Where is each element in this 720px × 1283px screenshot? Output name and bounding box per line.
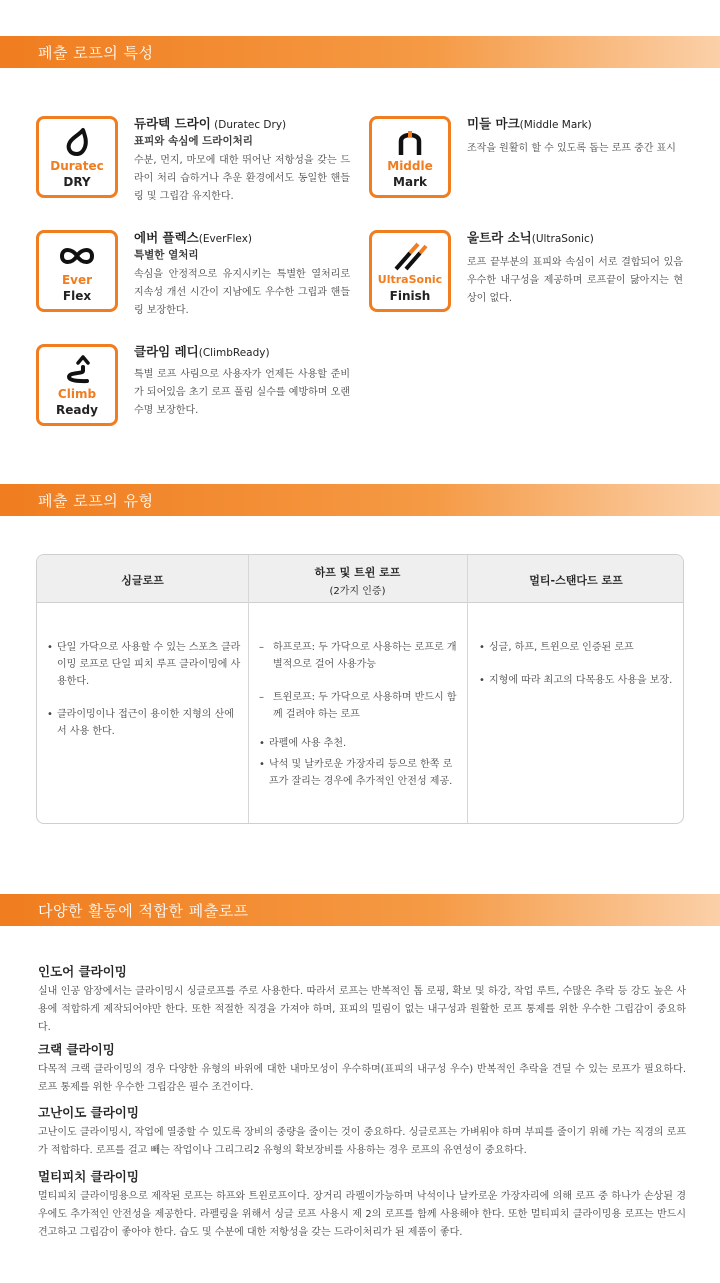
- list-item: • 단일 가닥으로 사용할 수 있는 스포츠 클라이밍 로프로 단일 피치 루프 클라이밍에 사용한다.: [47, 642, 241, 687]
- activity-title: 크랙 클라이밍: [38, 1042, 115, 1057]
- badge-line1: UltraSonic: [377, 273, 443, 286]
- feature-description: 수분, 먼지, 마모에 대한 뛰어난 저항성을 갖는 드라이 처리 습하거나 추운 환경에서도 동일한 핸들링 및 그립감 유지한다.: [134, 155, 350, 202]
- feature-subtitle: 특별한 열처리: [134, 249, 199, 261]
- ultrasonic-badge: [369, 230, 451, 312]
- list-item: • 싱글, 하프, 트윈으로 인증된 로프: [479, 642, 634, 653]
- header-multi-standard-rope: 멀티-스탠다드 로프: [529, 574, 623, 587]
- middle-mark-badge: [369, 116, 451, 198]
- everflex-badge: [36, 230, 118, 312]
- features-section-title: 페출 로프의 특성: [38, 44, 154, 62]
- half-twin-rope-cell: [259, 603, 459, 824]
- infinity-icon: [57, 241, 97, 271]
- climb-ready-icon: [61, 355, 93, 385]
- rope-type-table: [36, 554, 684, 824]
- activity-title: 인도어 클라이밍: [38, 964, 127, 979]
- activity-description: 멀티피치 클라이밍용으로 제작된 로프는 하프와 트윈로프이다. 장거리 라펠이가능하며 낙석이나 날카로운 가장자리에 의해 로프 중 하나가 손상된 경우에도 추가적인 안전성을 제공한다. 라펠링을 위해서 싱글 로프 사용시 제 2의 로프를 함께 사용해야 한다. 또한 멀티피치 클라이밍용 로프는 반드시 견고하고 그립감이 좋아야 한다. 습도 및 수분에 대한 저항성을 갖는 드라이처리가 된 제품이 좋다.: [38, 1191, 686, 1238]
- feature-ultrasonic: [369, 230, 699, 320]
- badge-line1: Middle: [387, 159, 433, 173]
- feature-title: 클라임 레디(ClimbReady): [134, 344, 270, 359]
- badge-line2: Finish: [389, 289, 431, 303]
- feature-title: 에버 플렉스(EverFlex): [134, 230, 252, 245]
- badge-line1: Duratec: [50, 159, 104, 173]
- header-single-rope: 싱글로프: [121, 574, 164, 587]
- feature-everflex: [36, 230, 366, 320]
- feature-subtitle: 표피와 속심에 드라이처리: [134, 135, 253, 147]
- feature-description: 특별 로프 사림으로 사용자가 언제든 사용할 준비가 되어있음 초기 로프 풀림 실수를 예방하며 오랜 수명 보장한다.: [134, 369, 350, 416]
- features-banner: [0, 36, 720, 68]
- types-section-title: 페출 로프의 유형: [38, 492, 154, 510]
- badge-line2: Flex: [62, 289, 92, 303]
- feature-title: 울트라 소닉(UltraSonic): [467, 230, 594, 245]
- header-half-twin-rope: 하프 및 트윈 로프 (2가지 인증): [314, 566, 401, 597]
- climbready-badge: [36, 344, 118, 426]
- feature-middle-mark: [369, 116, 699, 206]
- badge-line2: Ready: [56, 403, 98, 417]
- feature-description: 로프 끝부분의 표피와 속심이 서로 결합되어 있음 우수한 내구성을 제공하며 로프끝이 닳아지는 현상이 없다.: [467, 257, 683, 304]
- duratec-dry-badge: [36, 116, 118, 198]
- types-banner: [0, 484, 720, 516]
- single-rope-cell: [47, 603, 243, 824]
- activity-title: 멀티피치 클라이밍: [38, 1169, 139, 1184]
- list-item: • 클라이밍이나 접근이 용이한 지형의 산에서 사용 한다.: [47, 709, 234, 737]
- badge-line1: Ever: [61, 273, 93, 287]
- activity-description: 고난이도 클라이밍시, 작업에 열중할 수 있도록 장비의 중량을 줄이는 것이 중요하다. 싱글로프는 가벼워야 하며 부피를 줄이기 위해 가는 직경의 로프가 적합하다. 로프를 걸고 빼는 작업이나 그리그리2 유형의 확보장비를 사용하는 경우 로프의 유연성이 중요하다.: [38, 1127, 686, 1156]
- list-item: – 하프로프: 두 가닥으로 사용하는 로프로 개별적으로 걸어 사용가능: [259, 642, 457, 670]
- ultrasonic-icon: [392, 241, 428, 271]
- activity-description: 다목적 크랙 클라이밍의 경우 다양한 유형의 바위에 대한 내마모성이 우수하며(표피의 내구성 우수) 반복적인 추락을 견딜 수 있는 로프가 필요하다. 로프 통제를 위한 우수한 그립감은 필수 조건이다.: [38, 1064, 686, 1093]
- activity-indoor-climbing: [38, 962, 686, 1037]
- activity-title: 고난이도 클라이밍: [38, 1105, 139, 1120]
- feature-duratec-dry: [36, 116, 366, 206]
- middle-mark-icon: [394, 127, 426, 157]
- activities-section-title: 다양한 활동에 적합한 페출로프: [38, 902, 249, 920]
- feature-title: 미들 마크(Middle Mark): [467, 116, 592, 131]
- feature-description: 조작을 원활히 할 수 있도록 돕는 로프 중간 표시: [467, 143, 676, 154]
- list-item: – 트윈로프: 두 가닥으로 사용하며 반드시 함께 걸려야 하는 로프: [259, 692, 457, 720]
- multi-standard-rope-cell: [479, 603, 675, 824]
- list-item: • 라펠에 사용 추천.: [259, 738, 347, 749]
- drop-icon: [61, 127, 93, 157]
- activity-high-difficulty-climbing: [38, 1103, 686, 1160]
- activity-multipitch-climbing: [38, 1167, 686, 1242]
- badge-line2: Mark: [393, 175, 427, 189]
- feature-title: 듀라텍 드라이 (Duratec Dry): [134, 116, 287, 131]
- list-item: • 지형에 따라 최고의 다목용도 사용을 보장.: [479, 675, 673, 686]
- activities-banner: [0, 894, 720, 926]
- feature-description: 속심을 안정적으로 유지시키는 특별한 열처리로 지속성 개선 시간이 지남에도 우수한 그립과 핸들링 보장한다.: [134, 269, 350, 316]
- badge-line1: Climb: [57, 387, 97, 401]
- activity-description: 실내 인공 암장에서는 클라이밍시 싱글로프를 주로 사용한다. 따라서 로프는 반복적인 톱 로핑, 확보 및 하강, 작업 루트, 수많은 추락 등 강도 높은 사용에 적합하게 제작되어야만 한다. 또한 적절한 직경을 가져야 하며, 표피의 밀림이 없는 내구성과 원활한 로프 통제를 위한 우수한 그립감이 중요하다.: [38, 986, 686, 1033]
- feature-climbready: [36, 344, 366, 434]
- activity-crack-climbing: [38, 1040, 686, 1097]
- badge-line2: DRY: [63, 175, 91, 189]
- list-item: • 낙석 및 날카로운 가장자리 등으로 한쪽 로프가 잘리는 경우에 추가적인 안전성 제공.: [259, 759, 453, 787]
